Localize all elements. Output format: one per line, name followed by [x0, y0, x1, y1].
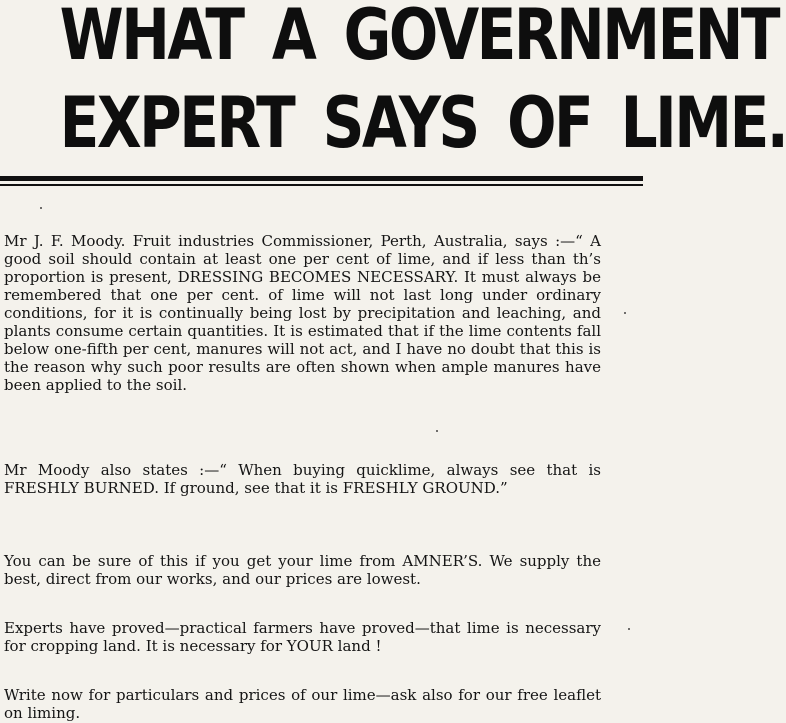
amners-offer-paragraph: You can be sure of this if you get your lime from AMNER’S. We supply the best, direct from our works, and our prices are lowest.: [4, 552, 601, 588]
print-speck: [628, 628, 630, 630]
divider-thin-rule: [0, 184, 643, 186]
divider-thick-rule: [0, 176, 643, 181]
quicklime-quote-paragraph: Mr Moody also states :—“ When buying quicklime, always see that is FRESHLY BURNED. If ground, see that it is FRESHLY GROUND.”: [4, 461, 601, 497]
headline-line-1: WHAT A GOVERNMENT: [59, 0, 779, 76]
print-speck: [40, 207, 42, 209]
print-speck: [624, 312, 626, 314]
print-speck: [436, 430, 438, 432]
experts-proved-paragraph: Experts have proved—practical farmers have proved—that lime is necessary for cropping land. It is necessary for YOUR land !: [4, 619, 601, 655]
moody-quote-paragraph: Mr J. F. Moody. Fruit industries Commissioner, Perth, Australia, says :—“ A good soil should contain at least one per cent of lime, and if less than th’s proportion is present, DRESSING BECOMES NECESSARY. It must always be remembered that one per cent. of lime will not last long under ordinary conditions, for it is continually being lost by precipitation and leaching, and plants consume certain quantities. It is estimated that if the lime contents fall below one-fifth per cent, manures will not act, and I have no doubt that this is the reason why such poor results are often shown when ample manures have been applied to the soil.: [4, 232, 601, 394]
headline-line-2: EXPERT SAYS OF LIME.: [59, 82, 786, 164]
write-now-paragraph: Write now for particulars and prices of our lime—ask also for our free leaflet on liming.: [4, 686, 601, 722]
